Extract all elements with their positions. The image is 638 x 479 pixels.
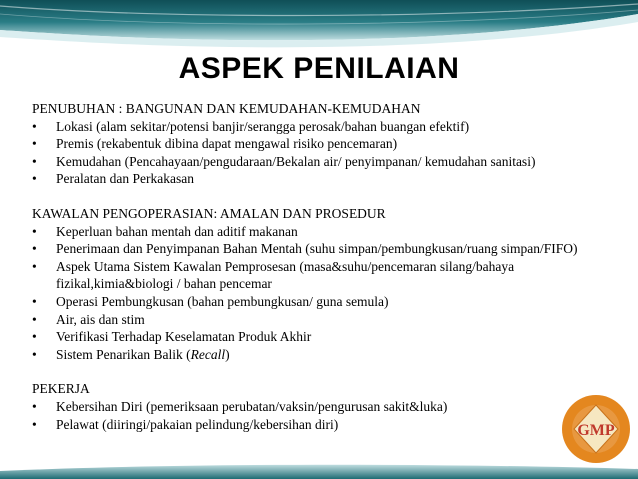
recall-term: Recall [190,346,226,362]
bullet-icon: • [32,136,37,152]
list-item: • Sistem Penarikan Balik (Recall) [32,346,230,362]
bullet-icon: • [32,311,37,327]
list-item: • Air, ais dan stim [32,311,145,327]
bottom-decorative-band [0,461,638,479]
list-item: • Penerimaan dan Penyimpanan Bahan Mentah (suhu simpan/pembungkusan/ruang simpan/FIFO) [32,241,578,257]
list-item: • Kebersihan Diri (pemeriksaan perubatan/vaksin/pengurusan sakit&luka) [32,398,448,414]
bullet-icon: • [32,241,37,257]
bullet-icon: • [32,258,37,274]
list-item: • Lokasi (alam sekitar/potensi banjir/serangga perosak/bahan buangan efektif) [32,118,470,134]
bullet-icon: • [32,153,37,169]
bullet-icon: • [32,171,37,187]
list-item: • Peralatan dan Perkakasan [32,171,194,187]
gmp-certification-logo-icon [560,393,632,465]
kawalan-list [32,223,632,364]
bullet-icon: • [32,416,37,432]
pekerja-list [32,398,632,433]
penubuhan-list [32,118,632,188]
bullet-icon: • [32,223,37,239]
slide-content [32,100,632,433]
list-item: • Keperluan bahan mentah dan aditif makanan [32,223,298,239]
list-item: • Verifikasi Terhadap Keselamatan Produk Akhir [32,329,312,345]
bullet-icon: • [32,118,37,134]
list-item: • Kemudahan (Pencahayaan/pengudaraan/Bekalan air/ penyimpanan/ kemudahan sanitasi) [32,153,536,169]
bullet-icon: • [32,346,37,362]
list-item: • Premis (rekabentuk dibina dapat mengawal risiko pencemaran) [32,136,398,152]
list-item: • Operasi Pembungkusan (bahan pembungkusan/ guna semula) [32,293,389,309]
bullet-icon: • [32,293,37,309]
bullet-icon: • [32,329,37,345]
bullet-icon: • [32,398,37,414]
top-decorative-band [0,0,638,48]
slide-title: ASPEK PENILAIAN [178,52,460,85]
list-item: • Pelawat (diiringi/pakaian pelindung/kebersihan diri) [32,416,339,432]
section-heading-kawalan: KAWALAN PENGOPERASIAN: AMALAN DAN PROSEDUR [32,205,386,221]
section-heading-penubuhan: PENUBUHAN : BANGUNAN DAN KEMUDAHAN-KEMUDAHAN [32,101,421,116]
list-item: • Aspek Utama Sistem Kawalan Pemprosesan (masa&suhu/pencemaran silang/bahaya fizikal,kimia&biologi / bahan pencemar [32,258,515,292]
logo-text: GMP [577,422,615,439]
section-heading-pekerja: PEKERJA [32,381,90,397]
